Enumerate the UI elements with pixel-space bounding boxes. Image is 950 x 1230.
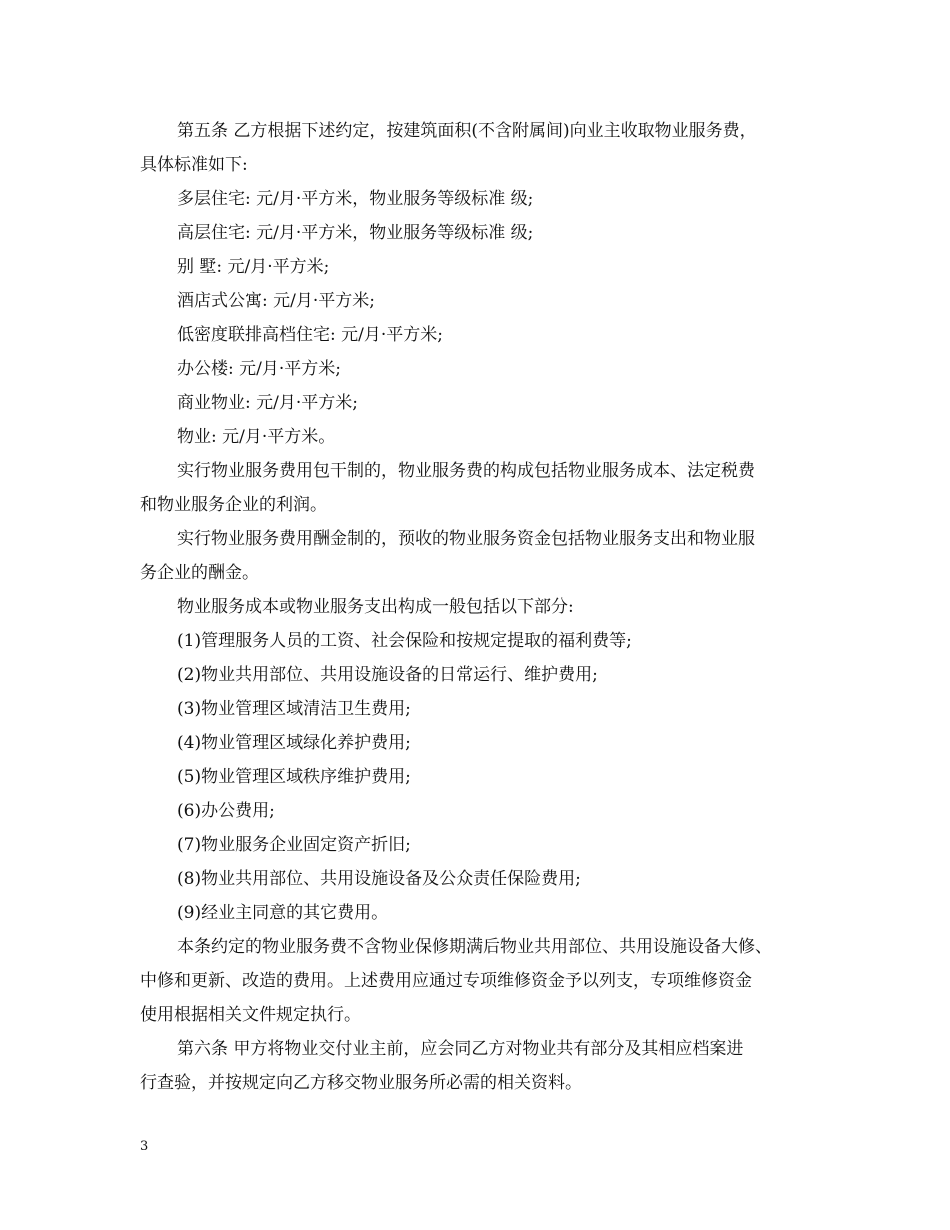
- page-number: 3: [140, 1139, 149, 1154]
- para-excluded-line3: 使用根据相关文件规定执行。: [140, 1005, 361, 1025]
- cost-item-2: (2)物业共用部位、共用设施设备的日常运行、维护费用;: [177, 665, 598, 685]
- fee-item-commercial: 商业物业: 元/月·平方米;: [177, 393, 358, 413]
- para-excluded-line1: 本条约定的物业服务费不含物业保修期满后物业共用部位、共用设施设备大修、: [177, 937, 772, 957]
- fee-item-hotel-apartment: 酒店式公寓: 元/月·平方米;: [177, 291, 375, 311]
- article6-line2: 行查验，并按规定向乙方移交物业服务所必需的相关资料。: [140, 1073, 582, 1093]
- fee-item-highrise: 高层住宅: 元/月·平方米，物业服务等级标准 级;: [177, 223, 534, 243]
- article5-heading-cont: 具体标准如下:: [140, 155, 248, 175]
- fee-item-townhouse: 低密度联排高档住宅: 元/月·平方米;: [177, 325, 443, 345]
- document-body: [140, 114, 840, 1100]
- fee-item-multistorey: 多层住宅: 元/月·平方米，物业服务等级标准 级;: [177, 189, 534, 209]
- cost-item-3: (3)物业管理区域清洁卫生费用;: [177, 699, 411, 719]
- para-excluded-line2: 中修和更新、改造的费用。上述费用应通过专项维修资金予以列支，专项维修资金: [140, 971, 752, 991]
- cost-item-8: (8)物业共用部位、共用设施设备及公众责任保险费用;: [177, 869, 581, 889]
- article5-heading: 第五条 乙方根据下述约定，按建筑面积(不含附属间)向业主收取物业服务费，: [177, 121, 757, 141]
- fee-item-villa: 别 墅: 元/月·平方米;: [177, 257, 330, 277]
- para-commission-line1: 实行物业服务费用酬金制的，预收的物业服务资金包括物业服务支出和物业服: [177, 529, 755, 549]
- cost-item-6: (6)办公费用;: [177, 801, 275, 821]
- cost-item-1: (1)管理服务人员的工资、社会保险和按规定提取的福利费等;: [177, 631, 632, 651]
- para-package-line2: 和物业服务企业的利润。: [140, 495, 327, 515]
- cost-item-7: (7)物业服务企业固定资产折旧;: [177, 835, 411, 855]
- para-cost-intro: 物业服务成本或物业服务支出构成一般包括以下部分:: [177, 597, 574, 617]
- fee-item-property: 物业: 元/月·平方米。: [177, 427, 336, 447]
- article6-line1: 第六条 甲方将物业交付业主前，应会同乙方对物业共有部分及其相应档案进: [177, 1039, 744, 1059]
- para-package-line1: 实行物业服务费用包干制的，物业服务费的构成包括物业服务成本、法定税费: [177, 461, 755, 481]
- fee-item-office: 办公楼: 元/月·平方米;: [177, 359, 341, 379]
- para-commission-line2: 务企业的酬金。: [140, 563, 259, 583]
- cost-item-9: (9)经业主同意的其它费用。: [177, 903, 389, 923]
- cost-item-4: (4)物业管理区域绿化养护费用;: [177, 733, 411, 753]
- cost-item-5: (5)物业管理区域秩序维护费用;: [177, 767, 411, 787]
